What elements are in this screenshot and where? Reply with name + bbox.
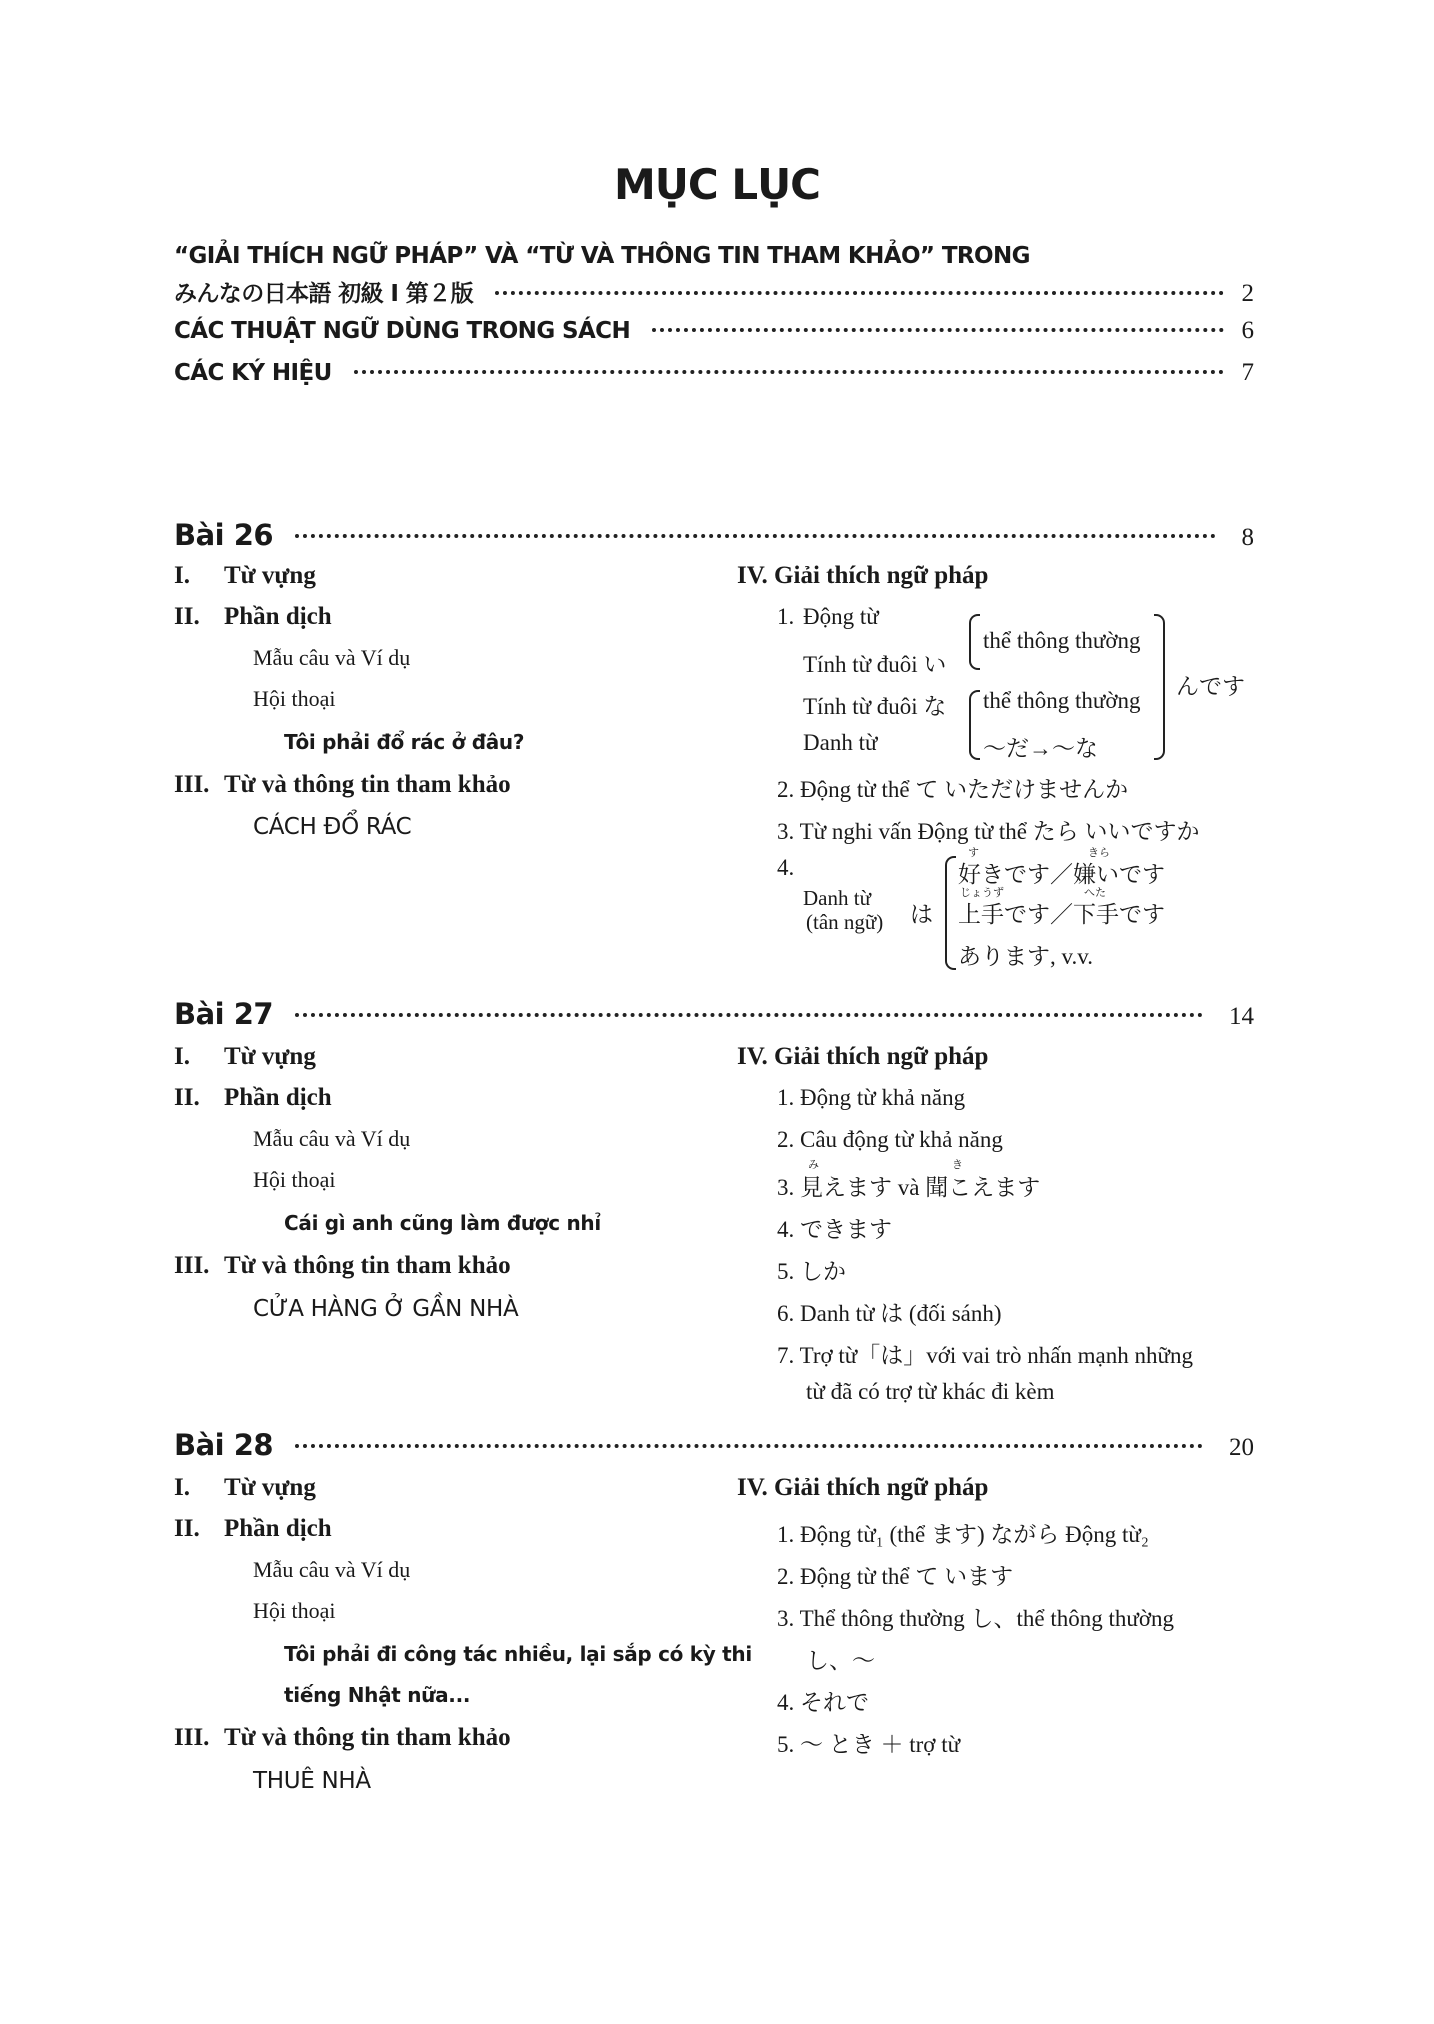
grammar-row-noun: Danh từ [803,730,878,755]
dot-leader [495,291,1224,295]
lesson-27-heading[interactable] [174,997,1254,1031]
grammar-row-na-adjective: Tính từ đuôi な [803,694,947,719]
conversation-title[interactable]: Cái gì anh cũng làm được nhỉ [284,1211,601,1235]
section-number: I. [174,562,190,589]
dot-leader [295,534,1215,538]
toc-entry-1[interactable] [174,275,1254,308]
furigana: きら [1088,847,1110,859]
section-number: II. [174,1515,200,1542]
grammar-item[interactable]: 5. ～ とき ＋ trợ từ [777,1732,961,1757]
subsection-conversation[interactable]: Hội thoại [253,1167,336,1192]
lesson-28-heading[interactable] [174,1428,1254,1462]
section-vocabulary[interactable]: Từ vựng [224,1474,316,1501]
grammar-item[interactable]: 6. Danh từ は (đối sánh) [777,1301,1002,1326]
grammar-row-i-adjective: Tính từ đuôi い [803,652,947,677]
grammar-ending: んです [1176,674,1245,699]
section-grammar[interactable]: IV. Giải thích ngữ pháp [737,1043,989,1070]
section-translation[interactable]: Phần dịch [224,603,332,630]
grammar-item[interactable]: 2. Động từ thể て いただけませんか [777,777,1129,802]
grammar-item[interactable]: 7. Trợ từ「は」với vai trò nhấn mạnh những [777,1343,1193,1368]
brace [945,856,956,970]
subsection-sentence-patterns[interactable]: Mẫu câu và Ví dụ [253,645,411,670]
grammar-item-number: 4. [777,855,795,880]
section-translation[interactable]: Phần dịch [224,1515,332,1542]
brace [969,614,980,670]
grammar-plain-form: thể thông thường [983,628,1141,653]
reference-topic[interactable]: CÁCH ĐỔ RÁC [253,814,412,840]
reference-topic[interactable]: CỬA HÀNG Ở GẦN NHÀ [253,1296,519,1322]
grammar-option: あります, v.v. [958,944,1094,969]
toc-entry-2[interactable] [174,317,1254,345]
grammar-item[interactable]: 2. Câu động từ khả năng [777,1127,1003,1152]
section-number: I. [174,1474,190,1501]
section-vocabulary[interactable]: Từ vựng [224,562,316,589]
grammar-option: 上手です／下手です [958,902,1165,927]
lesson-title: Bài 28 [174,1428,274,1462]
subsection-sentence-patterns[interactable]: Mẫu câu và Ví dụ [253,1557,411,1582]
subsection-conversation[interactable]: Hội thoại [253,686,336,711]
grammar-item[interactable]: 4. それで [777,1690,869,1715]
lesson-title: Bài 26 [174,518,274,552]
section-vocabulary[interactable]: Từ vựng [224,1043,316,1070]
toc-page-number: 14 [1229,1003,1254,1030]
grammar-item[interactable]: 3. Thể thông thường し、thể thông thường [777,1606,1175,1631]
grammar-row-verb: Động từ [803,604,879,629]
toc-page-number: 8 [1241,524,1254,551]
furigana: み [808,1159,819,1171]
grammar-plain-form: thể thông thường [983,688,1141,713]
section-number: III. [174,1724,210,1751]
furigana: へた [1084,887,1106,899]
conversation-title-continuation: tiếng Nhật nữa... [284,1683,471,1707]
section-number: II. [174,603,200,630]
toc-entry-label: CÁC THUẬT NGỮ DÙNG TRONG SÁCH [174,318,631,344]
grammar-noun-label: Danh từ [803,886,871,910]
section-reference[interactable]: Từ và thông tin tham khảo [224,1252,511,1279]
toc-entry-1-line1[interactable]: “GIẢI THÍCH NGỮ PHÁP” VÀ “TỪ VÀ THÔNG TIN THAM KHẢO” TRONG [174,243,1030,269]
grammar-item[interactable]: 2. Động từ thể て います [777,1564,1014,1589]
section-number: I. [174,1043,190,1070]
subsection-sentence-patterns[interactable]: Mẫu câu và Ví dụ [253,1126,411,1151]
furigana: き [952,1159,963,1171]
section-number: III. [174,771,210,798]
subsection-conversation[interactable]: Hội thoại [253,1598,336,1623]
brace [1154,614,1165,760]
lesson-26-heading[interactable] [174,518,1254,552]
toc-entry-label: みんなの日本語 初級 I 第２版 [174,281,473,307]
reference-topic[interactable]: THUÊ NHÀ [253,1768,371,1794]
toc-page-number: 20 [1229,1434,1254,1461]
toc-page-number: 2 [1241,280,1254,307]
grammar-item[interactable]: 3. Từ nghi vấn Động từ thể たら いいですか [777,819,1200,844]
dot-leader [652,328,1223,332]
grammar-item[interactable]: 3. 見えます và 聞こえます [777,1175,1041,1200]
grammar-item[interactable]: 5. しか [777,1259,846,1284]
section-reference[interactable]: Từ và thông tin tham khảo [224,1724,511,1751]
brace [969,690,980,760]
furigana: す [968,847,979,859]
grammar-item-number: 1. [777,604,795,629]
toc-page-number: 7 [1241,359,1254,386]
dot-leader [354,370,1224,374]
conversation-title[interactable]: Tôi phải đi công tác nhiều, lại sắp có kỳ thi [284,1642,752,1666]
grammar-item-continuation: し、～ [806,1648,875,1673]
dot-leader [295,1013,1203,1017]
section-number: II. [174,1084,200,1111]
grammar-item[interactable]: 1. Động từ khả năng [777,1085,966,1110]
toc-entry-3[interactable] [174,359,1254,387]
grammar-option: 好きです／嫌いです [958,862,1165,887]
section-number: III. [174,1252,210,1279]
section-grammar[interactable]: IV. Giải thích ngữ pháp [737,1474,989,1501]
page-title: MỤC LỤC [613,160,821,209]
grammar-item-continuation: từ đã có trợ từ khác đi kèm [806,1379,1055,1404]
toc-entry-label: CÁC KÝ HIỆU [174,360,332,386]
toc-page-number: 6 [1241,317,1254,344]
conversation-title[interactable]: Tôi phải đổ rác ở đâu? [284,730,525,754]
section-grammar[interactable]: IV. Giải thích ngữ pháp [737,562,989,589]
furigana: じょうず [960,887,1004,899]
grammar-na-form: ～だ→～な [983,736,1098,761]
grammar-item[interactable]: 4. できます [777,1217,892,1242]
section-reference[interactable]: Từ và thông tin tham khảo [224,771,511,798]
grammar-object-label: (tân ngữ) [806,910,884,934]
lesson-title: Bài 27 [174,997,274,1031]
dot-leader [295,1444,1203,1448]
grammar-item[interactable]: 1. Động từ₁ (thể ます) ながら Động từ₂ [777,1522,1149,1547]
section-translation[interactable]: Phần dịch [224,1084,332,1111]
grammar-particle: は [910,902,933,927]
